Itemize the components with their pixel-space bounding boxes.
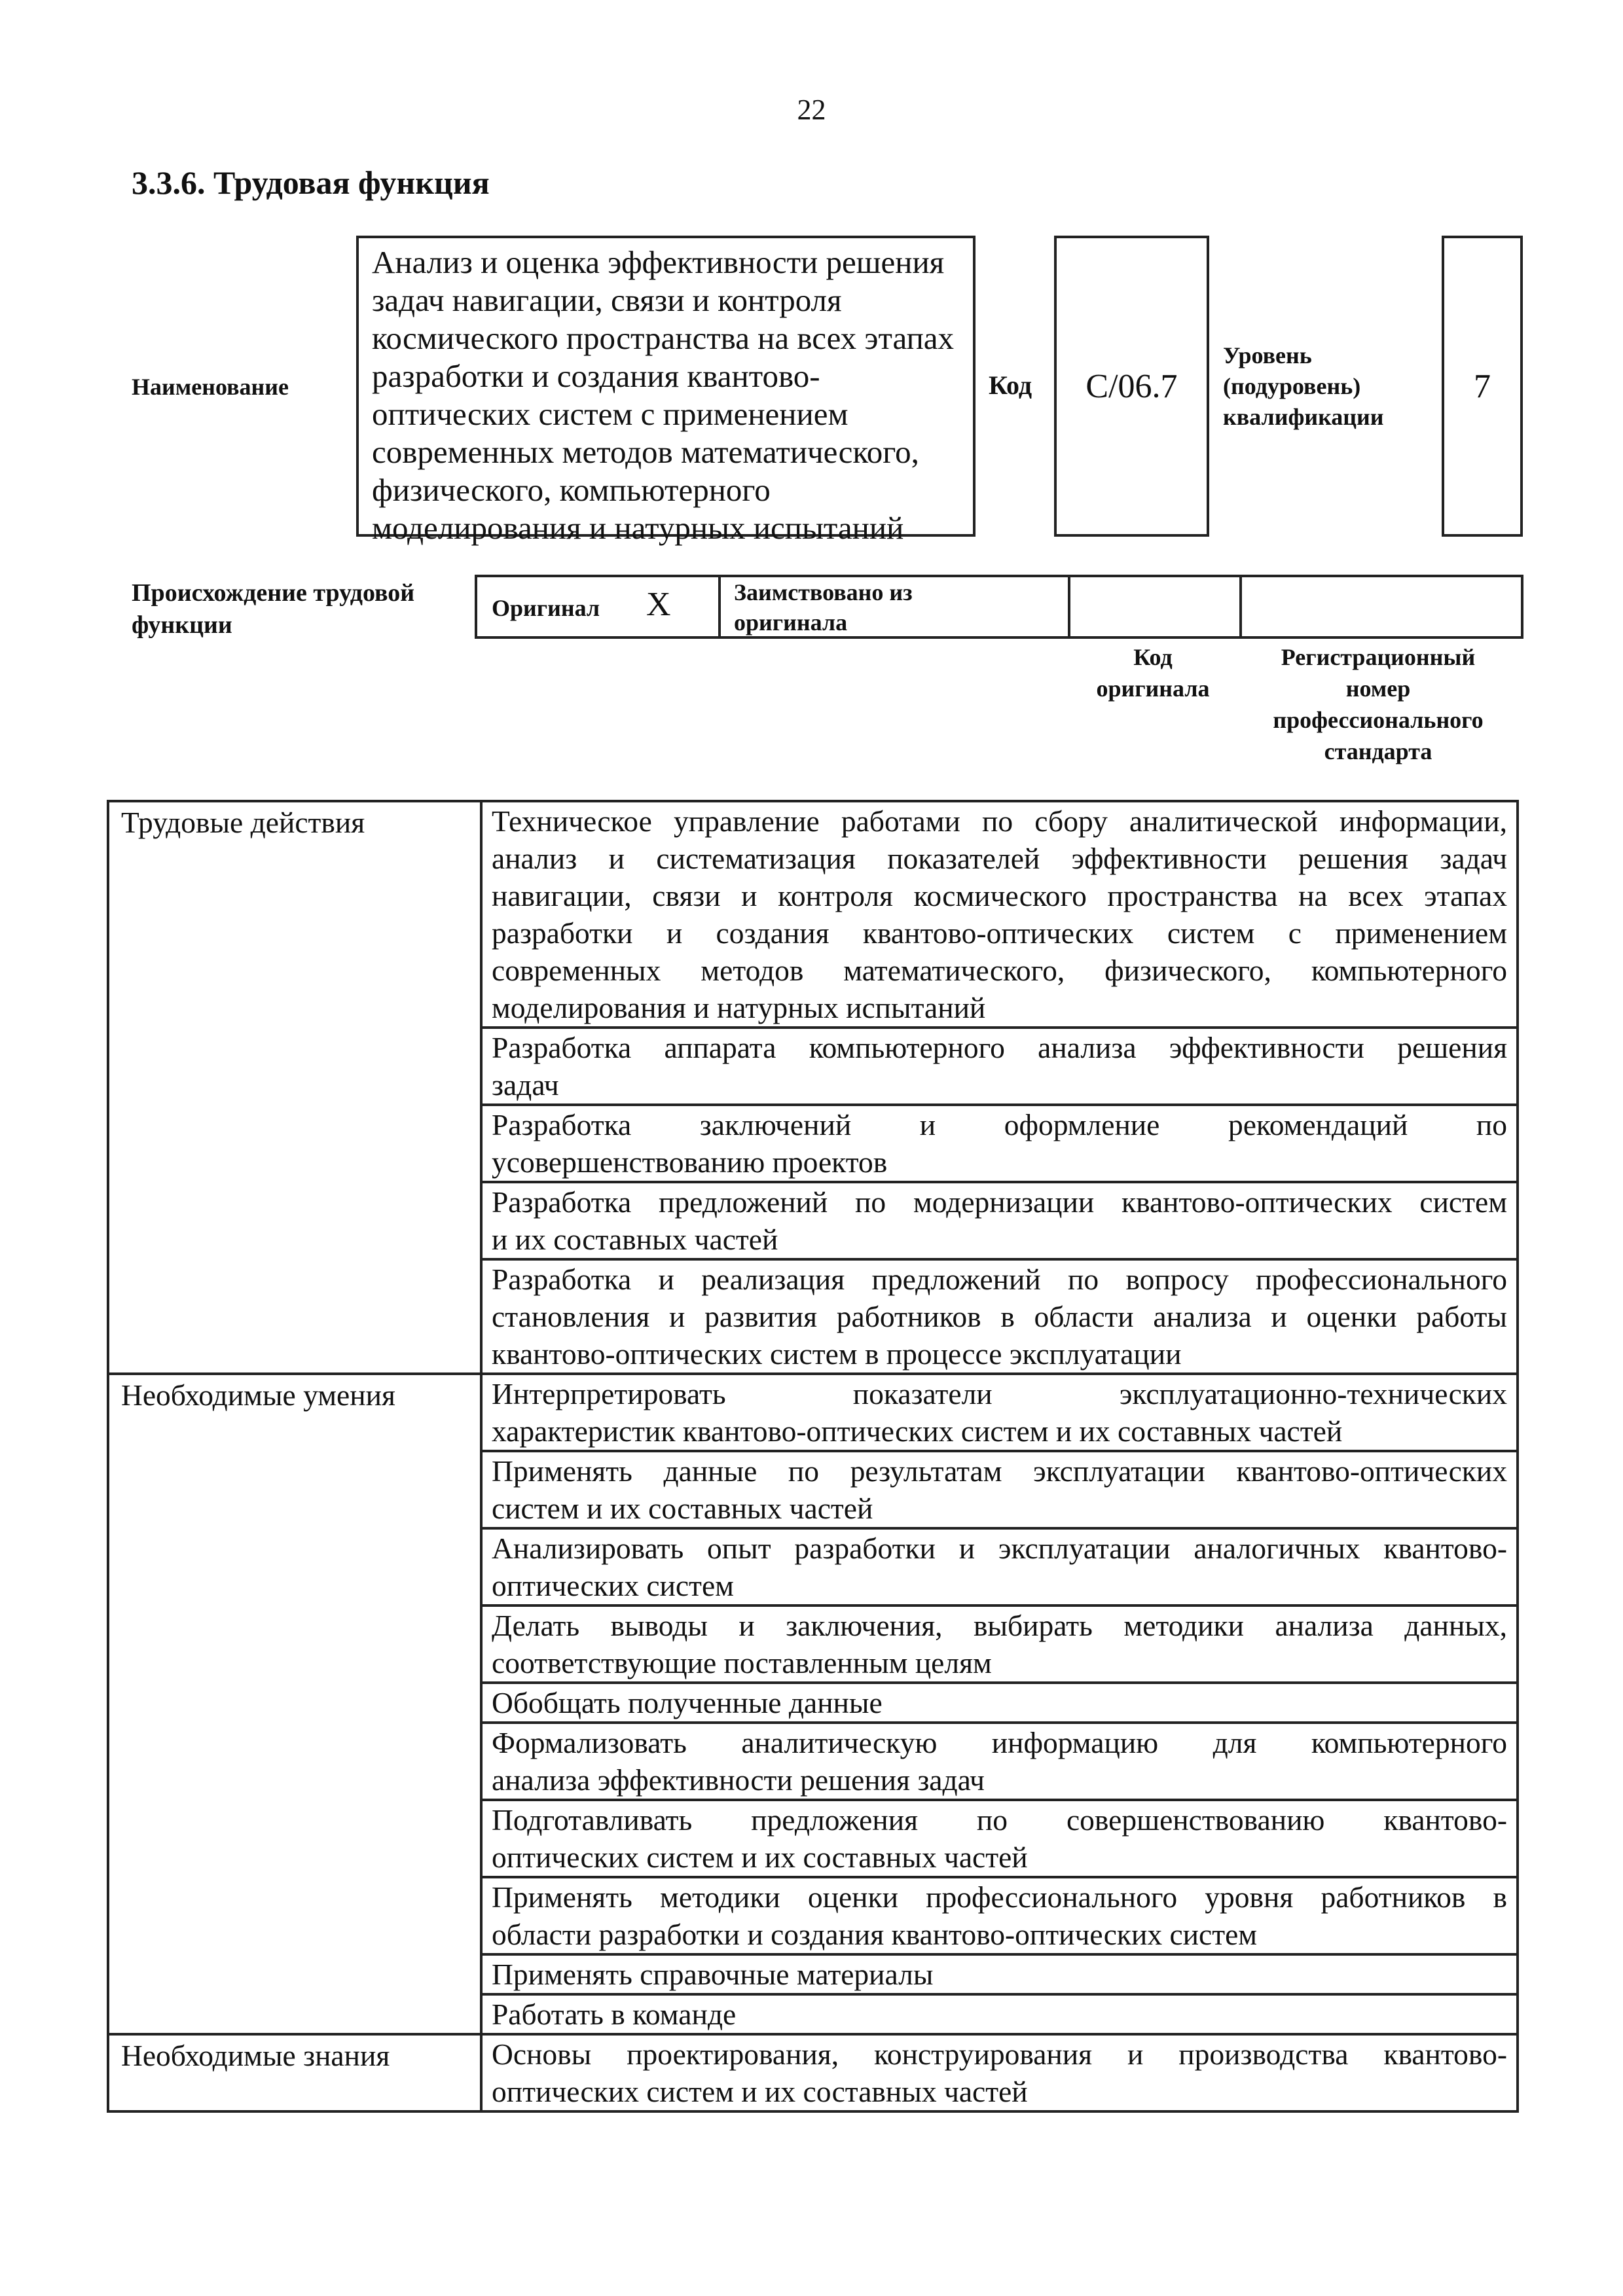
borrowed-label	[734, 577, 913, 637]
item-line: характеристик квантово-оптических систем и их составных частей	[492, 1414, 1343, 1448]
actions-item	[481, 1105, 1518, 1182]
item-line: соответствующие поставленным целям	[492, 1646, 992, 1679]
category-cell-knowledge: Необходимые знания	[108, 2034, 481, 2111]
skills-item	[481, 1605, 1518, 1683]
item-line: области разработки и создания квантово-оптических систем	[492, 1918, 1258, 1951]
skills-item	[481, 1994, 1518, 2034]
skills-item	[481, 1451, 1518, 1528]
skills-item	[481, 1954, 1518, 1994]
item-line: Техническое управление работами по сбору аналитической информации,	[492, 804, 1507, 838]
registration-number-caption-line: стандарта	[1324, 738, 1432, 764]
table-row	[108, 1374, 1518, 1451]
origin-label-line: функции	[132, 611, 232, 639]
origin-label-line: Происхождение трудовой	[132, 579, 415, 607]
function-name-line: задач навигации, связи и контроля	[372, 282, 842, 318]
category-cell-actions: Трудовые действия	[108, 801, 481, 1374]
item-line: оптических систем и их составных частей	[492, 2075, 1028, 2108]
borrowed-cell	[721, 577, 1070, 636]
name-label: Наименование	[132, 374, 289, 400]
actions-item	[481, 1182, 1518, 1259]
function-name-line: моделирования и натурных испытаний	[372, 510, 904, 546]
item-line: моделирования и натурных испытаний	[492, 991, 986, 1024]
origin-table	[475, 575, 1523, 639]
registration-number-caption	[1239, 641, 1518, 767]
item-line: Формализовать аналитическую информацию для компьютерного	[492, 1726, 1507, 1759]
page-number: 22	[797, 94, 826, 126]
item-line: задач	[492, 1068, 559, 1102]
registration-number-caption-line: профессионального	[1273, 707, 1484, 733]
skills-item	[481, 1374, 1518, 1451]
borrowed-label-line: оригинала	[734, 609, 848, 636]
item-line: оптических систем и их составных частей	[492, 1840, 1028, 1874]
item-line: анализа эффективности решения задач	[492, 1763, 985, 1797]
function-name-line: физического, компьютерного	[372, 472, 771, 508]
item-line: и их составных частей	[492, 1223, 778, 1256]
qualification-level-value: 7	[1474, 367, 1491, 405]
actions-item	[481, 801, 1518, 1028]
item-line: Интерпретировать показатели эксплуатационно-технических	[492, 1377, 1507, 1410]
qualification-level-label-line: Уровень	[1223, 342, 1312, 368]
function-name-line: разработки и создания квантово-	[372, 358, 820, 394]
item-line: анализ и систематизация показателей эффективности решения задач	[492, 842, 1507, 875]
code-value-box	[1054, 236, 1209, 537]
item-line: Разработка аппарата компьютерного анализа эффективности решения	[492, 1031, 1507, 1064]
item-line: Основы проектирования, конструирования и производства квантово-	[492, 2037, 1507, 2071]
original-mark: X	[646, 586, 671, 623]
original-code-cell	[1070, 577, 1242, 636]
item-line: Анализировать опыт разработки и эксплуатации аналогичных квантово-	[492, 1532, 1507, 1565]
function-name-text	[372, 243, 960, 547]
code-value: С/06.7	[1085, 367, 1178, 405]
skills-item	[481, 1877, 1518, 1954]
original-code-caption-line: оригинала	[1096, 675, 1210, 702]
item-line: современных методов математического, физического, компьютерного	[492, 954, 1507, 987]
function-name-line: современных методов математического,	[372, 434, 919, 470]
function-name-line: космического пространства на всех этапах	[372, 320, 955, 356]
item-line: Применять методики оценки профессионального уровня работников в	[492, 1880, 1507, 1914]
original-code-caption	[1067, 641, 1239, 704]
item-line: Применять данные по результатам эксплуатации квантово-оптических	[492, 1454, 1507, 1488]
item-line: Делать выводы и заключения, выбирать методики анализа данных,	[492, 1609, 1507, 1642]
item-line: квантово-оптических систем в процессе эксплуатации	[492, 1337, 1182, 1371]
item-line: становления и развития работников в области анализа и оценки работы	[492, 1300, 1507, 1333]
qualification-level-label-line: (подуровень)	[1223, 372, 1361, 399]
table-row	[108, 2034, 1518, 2111]
skills-item	[481, 1800, 1518, 1877]
item-line: Обобщать полученные данные	[492, 1686, 883, 1719]
item-line: оптических систем	[492, 1569, 734, 1602]
item-line: разработки и создания квантово-оптических систем с применением	[492, 916, 1507, 950]
function-name-line: оптических систем с применением	[372, 396, 848, 432]
function-name-box	[356, 236, 976, 546]
item-line: Работать в команде	[492, 1998, 737, 2031]
code-label: Код	[989, 370, 1032, 400]
item-line: навигации, связи и контроля космического пространства на всех этапах	[492, 879, 1507, 912]
labor-function-table	[107, 800, 1519, 2113]
item-line: Разработка и реализация предложений по вопросу профессионального	[492, 1263, 1507, 1296]
original-label: Оригинал	[492, 595, 600, 621]
item-line: Разработка предложений по модернизации квантово-оптических систем	[492, 1185, 1507, 1219]
function-name-line: Анализ и оценка эффективности решения	[372, 244, 945, 280]
origin-label	[132, 577, 414, 642]
qualification-level-label-line: квалификации	[1223, 403, 1384, 430]
registration-number-caption-line: номер	[1345, 675, 1411, 702]
item-line: Подготавливать предложения по совершенствованию квантово-	[492, 1803, 1507, 1837]
qualification-level-box	[1442, 236, 1523, 537]
original-cell	[477, 577, 721, 636]
skills-item	[481, 1723, 1518, 1800]
item-line: систем и их составных частей	[492, 1492, 873, 1525]
registration-number-cell	[1242, 577, 1521, 636]
qualification-level-label	[1223, 340, 1384, 432]
knowledge-item	[481, 2034, 1518, 2111]
actions-item	[481, 1259, 1518, 1374]
actions-item	[481, 1028, 1518, 1105]
skills-item	[481, 1528, 1518, 1605]
category-cell-skills: Необходимые умения	[108, 1374, 481, 2034]
registration-number-caption-line: Регистрационный	[1281, 644, 1476, 670]
original-code-caption-line: Код	[1133, 644, 1173, 670]
item-line: Разработка заключений и оформление рекомендаций по	[492, 1108, 1507, 1141]
section-title: 3.3.6. Трудовая функция	[132, 164, 490, 201]
item-line: Применять справочные материалы	[492, 1958, 934, 1991]
borrowed-label-line: Заимствовано из	[734, 579, 913, 605]
skills-item	[481, 1683, 1518, 1723]
item-line: усовершенствованию проектов	[492, 1145, 888, 1179]
table-row	[108, 801, 1518, 1028]
